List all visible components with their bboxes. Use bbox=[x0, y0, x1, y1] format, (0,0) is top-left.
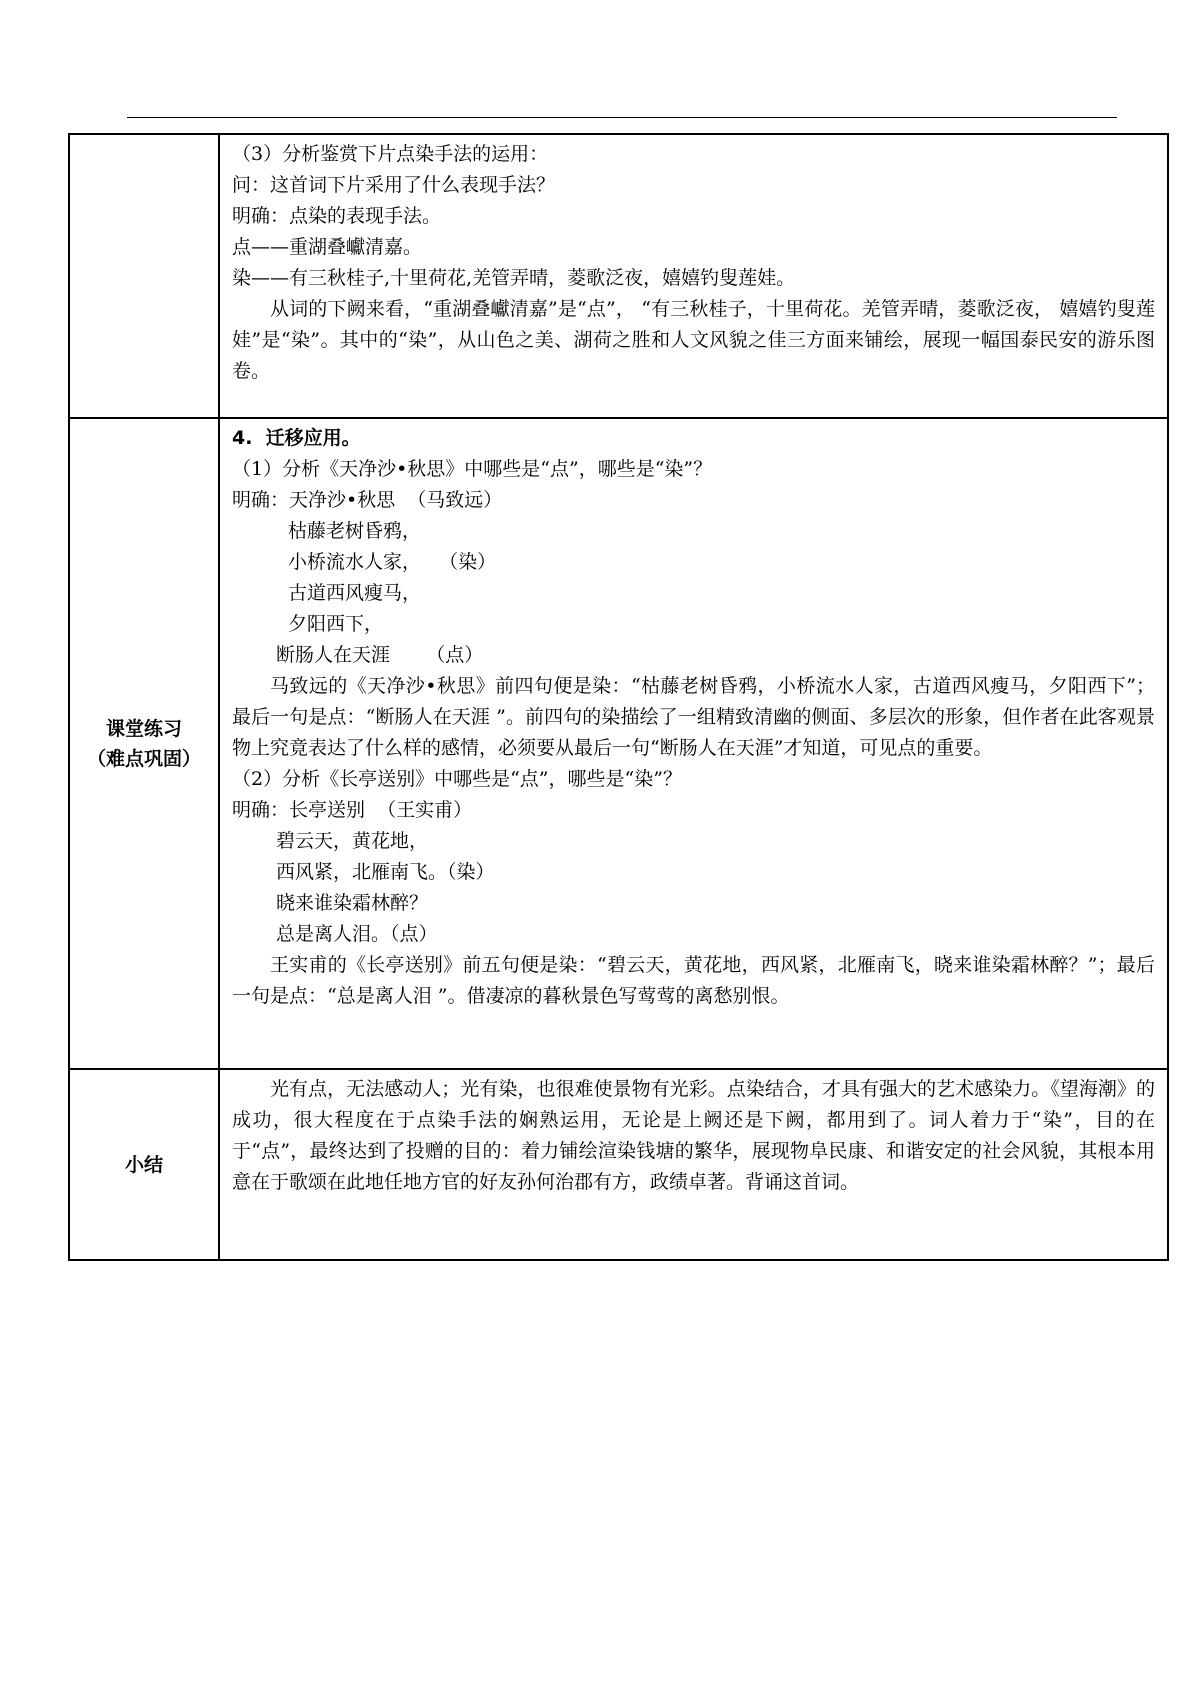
row-label-summary: 小结 bbox=[69, 1069, 219, 1260]
table-row bbox=[69, 134, 1168, 418]
label-line: 课堂练习 bbox=[105, 717, 182, 740]
poem-line: 枯藤老树昏鸦， bbox=[288, 520, 422, 542]
row-content-summary bbox=[219, 1069, 1168, 1260]
text-line: 点——重湖叠巘清嘉。 bbox=[232, 236, 423, 258]
poem-line: 古道西风瘦马， bbox=[288, 582, 422, 604]
header-rule bbox=[127, 117, 1117, 118]
row-label-practice bbox=[69, 418, 219, 1069]
poem-line: 总是离人泪。（点） bbox=[276, 923, 438, 945]
answer-line: 明确：长亭送别 （王实甫） bbox=[232, 799, 473, 821]
label-line: （难点巩固） bbox=[86, 747, 201, 770]
paragraph: 光有点，无法感动人；光有染，也很难使景物有光彩。点染结合，才具有强大的艺术感染力。《望海潮》的成功，很大程度在于点染手法的娴熟运用，无论是上阙还是下阙，都用到了。词人着力于“染”，目的在于“点”，最终达到了投赠的目的：着力铺绘渲染钱塘的繁华，展现物阜民康、和谐安定的社会风貌，其根本用意在于歌颂在此地任地方官的好友孙何治郡有方，政绩卓著。背诵这首词。 bbox=[232, 1078, 1155, 1193]
question-line: （1）分析《天净沙•秋思》中哪些是“点”，哪些是“染”？ bbox=[232, 458, 713, 480]
row-label-empty bbox=[69, 134, 219, 418]
section-heading: 4. 迁移应用。 bbox=[232, 427, 361, 449]
poem-line: 夕阳西下， bbox=[288, 613, 384, 635]
question-line: （2）分析《长亭送别》中哪些是“点”，哪些是“染”？ bbox=[232, 768, 682, 790]
poem-line: 碧云天，黄花地， bbox=[276, 830, 429, 852]
paragraph: 王实甫的《长亭送别》前五句便是染：“碧云天，黄花地，西风紧，北雁南飞，晓来谁染霜林醉？”；最后一句是点：“总是离人泪 ”。借凄凉的暮秋景色写莺莺的离愁别恨。 bbox=[232, 954, 1155, 1007]
poem-line: 西风紧，北雁南飞。（染） bbox=[276, 861, 495, 883]
answer-line: 明确：天净沙•秋思 （马致远） bbox=[232, 489, 503, 511]
table-row bbox=[69, 418, 1168, 1069]
text-line: 明确：点染的表现手法。 bbox=[232, 205, 442, 227]
row-content-practice bbox=[219, 418, 1168, 1069]
poem-line: 小桥流水人家， （染） bbox=[288, 551, 497, 573]
paragraph: 马致远的《天净沙•秋思》前四句便是染：“枯藤老树昏鸦，小桥流水人家，古道西风瘦马，夕阳西下”；最后一句是点：“断肠人在天涯 ”。前四句的染描绘了一组精致清幽的侧面、多层次的形象，但作者在此客观景物上究竟表达了什么样的感情，必须要从最后一句“断肠人在天涯”才知道，可见点的重要。 bbox=[232, 675, 1155, 759]
poem-line: 晓来谁染霜林醉？ bbox=[276, 892, 429, 914]
lesson-table bbox=[68, 133, 1169, 1261]
table-row bbox=[69, 1069, 1168, 1260]
poem-line: 断肠人在天涯 （点） bbox=[276, 644, 484, 666]
text-line: （3）分析鉴赏下片点染手法的运用： bbox=[232, 143, 549, 165]
text-line: 问：这首词下片采用了什么表现手法？ bbox=[232, 174, 556, 196]
text-line: 染——有三秋桂子,十里荷花,羌管弄晴，菱歌泛夜，嬉嬉钓叟莲娃。 bbox=[232, 267, 796, 289]
paragraph: 从词的下阙来看，“重湖叠巘清嘉”是“点”， “有三秋桂子，十里荷花。羌管弄晴，菱歌泛夜， 嬉嬉钓叟莲娃”是“染”。其中的“染”，从山色之美、湖荷之胜和人文风貌之佳三方面来铺绘，展现一幅国泰民安的游乐图卷。 bbox=[232, 298, 1155, 382]
row-content-analysis bbox=[219, 134, 1168, 418]
